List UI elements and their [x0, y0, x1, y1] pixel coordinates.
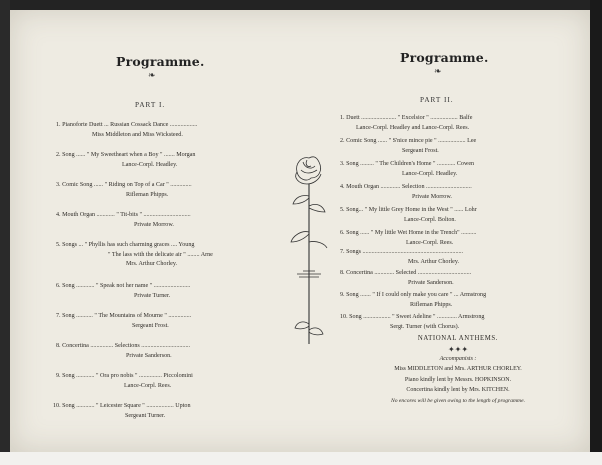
concertina-note: Concertina kindly lent by Mrs. KITCHEN.	[406, 387, 510, 393]
accompanists-names: Miss MIDDLETON and Mrs. ARTHUR CHORLEY.	[394, 366, 522, 372]
list-item: 2. Song ...... " My Sweetheart when a Boy " ....... Morgan Lance-Corpl. Headley.	[56, 152, 196, 168]
encores-note: No encores will be given owing to the length of programme.	[391, 398, 525, 404]
list-item: 5. Song... " My little Grey Home in the West " ...... Lohr Lance-Corpl. Bolton.	[340, 207, 477, 223]
right-title: Programme.	[400, 50, 489, 65]
list-item: 1. Duett ....................... " Excelsior " .................. Balfe Lance-Corpl. Headley and Lance-Corpl. Rees.	[340, 115, 473, 131]
scan-right-edge	[590, 0, 602, 465]
list-item: 8. Concertina ............. Selected ................................... Private Sanderson.	[340, 270, 472, 286]
list-item: 10. Song .................. " Sweet Adeline " ............. Armstrong Sergt. Turner (with Chorus).	[340, 314, 485, 330]
list-item: 9. Song ............ " Ora pro nobis " ............... Piccolomini Lance-Corpl. Rees.	[56, 373, 193, 389]
piano-note: Piano kindly lent by Messrs. HOPKINSON.	[404, 377, 512, 383]
stars-ornament: ✦✦✦	[447, 345, 469, 354]
list-item: 7. Songs .................................................................. Mrs. Arthur Chorley.	[340, 249, 464, 265]
list-item: 7. Song ........... " The Mountains of Mourne " ............... Sergeant Frost.	[56, 313, 192, 329]
list-item: 2. Comic Song ...... " S'nice mince pie " .................. Lee Sergeant Frost.	[340, 138, 477, 154]
right-part-heading: PART II.	[420, 96, 454, 104]
left-title: Programme.	[116, 54, 205, 69]
left-fleuron-icon: ❧	[148, 70, 156, 80]
rose-illustration	[283, 148, 335, 348]
right-fleuron-icon: ❧	[434, 66, 442, 76]
scan-left-edge	[0, 0, 10, 465]
list-item: 10. Song ............ " Leicester Square " .................. Upton Sergeant Turner.	[53, 403, 191, 419]
list-item: 8. Concertina ............... Selections ................................ Private Sanderson.	[56, 343, 191, 359]
list-item: 4. Mouth Organ ............ " Tit-bits " ............................... Private Morrow.	[56, 212, 191, 228]
list-item: 1. Pianoforte Duett ... Russian Cossack Dance .................. Miss Middleton and Miss Wicksteed.	[56, 122, 198, 138]
left-part-heading: PART I.	[135, 101, 166, 109]
list-item: 3. Song ......... " The Children's Home " ............ Cowen Lance-Corpl. Headley.	[340, 161, 475, 177]
list-item: 3. Comic Song ...... " Riding on Top of a Car " .............. Rifleman Phipps.	[56, 182, 192, 198]
programme-sheet	[10, 10, 590, 452]
list-item: 6. Song ...... " My little Wet Home in the Trench" .......... Lance-Corpl. Rees.	[340, 230, 477, 246]
list-item: 5. Songs ... " Phyllis has such charming graces .... Young " The lass with the delicate air " ........ Arne Mrs. Arthur Chorley.	[56, 242, 213, 268]
list-item: 6. Song ............ " Speak not her name " ........................ Private Turner.	[56, 283, 191, 299]
national-anthems: NATIONAL ANTHEMS.	[417, 335, 499, 342]
accompanists-label: Accompanists :	[439, 356, 477, 362]
list-item: 9. Song ....... " If I could only make you care " ... Armstrong Rifleman Phipps.	[340, 292, 487, 308]
list-item: 4. Mouth Organ ............. Selection .............................. Private Morrow.	[340, 184, 472, 200]
scan-bottom-edge	[0, 452, 602, 465]
